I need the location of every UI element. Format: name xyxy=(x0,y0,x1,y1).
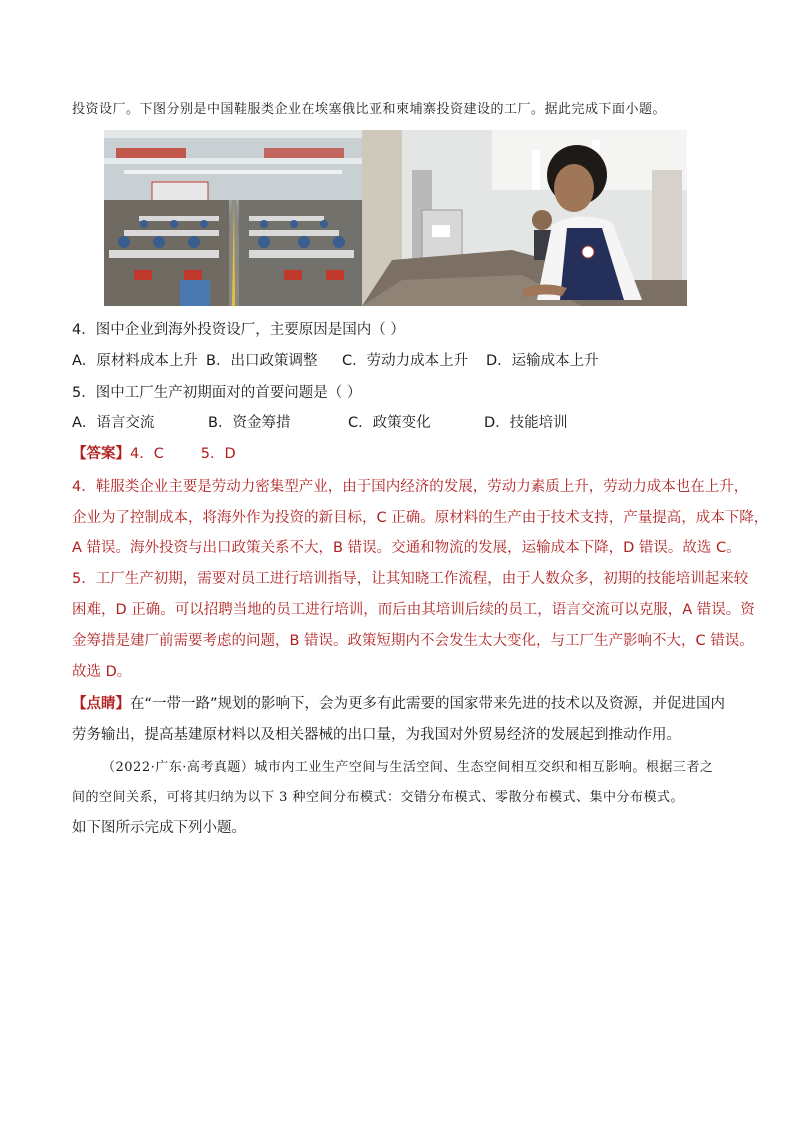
factory-floor-photo xyxy=(104,130,362,306)
factory-floor-illustration xyxy=(104,130,362,306)
next-question-line-2: 间的空间关系，可将其归纳为以下 3 种空间分布模式：交错分布模式、零散分布模式、集中分布模式。 xyxy=(72,790,685,805)
tips-text-1: 在“一带一路”规划的影响下，会为更多有此需要的国家带来先进的技术以及资源，并促进国内 xyxy=(130,696,726,712)
q4-option-d[interactable]: D．运输成本上升 xyxy=(486,353,599,369)
analysis-5-line-4: 故选 D。 xyxy=(72,664,132,680)
answer-value: 4．C 5．D xyxy=(130,446,236,462)
q4-option-c[interactable]: C．劳动力成本上升 xyxy=(342,353,469,369)
intro-text: 投资设厂。下图分别是中国鞋服类企业在埃塞俄比亚和柬埔寨投资建设的工厂。据此完成下面小题。 xyxy=(72,102,667,117)
next-question-line-1: （2022·广东·高考真题）城市内工业生产空间与生活空间、生态空间相互交织和相互影响。根据三者之 xyxy=(102,760,714,775)
question-5-stem: 5．图中工厂生产初期面对的首要问题是（ ） xyxy=(72,385,362,401)
analysis-5-line-1: 5．工厂生产初期，需要对员工进行培训指导，让其知晓工作流程，由于人数众多，初期的技能培训起来较 xyxy=(72,571,749,587)
q5-option-b[interactable]: B．资金筹措 xyxy=(208,415,291,431)
question-5-options xyxy=(72,413,568,433)
q5-option-a[interactable]: A．语言交流 xyxy=(72,415,155,431)
photo-row xyxy=(104,130,687,306)
sewing-worker-photo xyxy=(362,130,687,306)
tips-label: 【点睛】 xyxy=(72,696,130,712)
analysis-5-line-2: 困难，D 正确。可以招聘当地的员工进行培训，而后由其培训后续的员工，语言交流可以克服，A 错误。资 xyxy=(72,602,755,618)
sewing-worker-illustration xyxy=(362,130,687,306)
analysis-4-line-3: A 错误。海外投资与出口政策关系不大，B 错误。交通和物流的发展，运输成本下降，D 错误。故选 C。 xyxy=(72,540,741,556)
analysis-4-line-2: 企业为了控制成本，将海外作为投资的新目标，C 正确。原材料的生产由于技术支持，产量提高，成本下降， xyxy=(72,510,769,526)
q4-option-b[interactable]: B．出口政策调整 xyxy=(206,353,318,369)
answer-line xyxy=(72,444,236,464)
question-4-options xyxy=(72,351,599,371)
q5-option-d[interactable]: D．技能培训 xyxy=(484,415,568,431)
analysis-5-line-3: 金筹措是建厂前需要考虑的问题，B 错误。政策短期内不会发生太大变化，与工厂生产影响不大，C 错误。 xyxy=(72,633,754,649)
tips-line-1 xyxy=(72,694,725,714)
q4-option-a[interactable]: A．原材料成本上升 xyxy=(72,353,198,369)
tips-line-2: 劳务输出，提高基建原材料以及相关器械的出口量，为我国对外贸易经济的发展起到推动作用。 xyxy=(72,727,681,743)
analysis-4-line-1: 4．鞋服类企业主要是劳动力密集型产业，由于国内经济的发展，劳动力素质上升，劳动力成本也在上升， xyxy=(72,479,749,495)
question-4-stem: 4．图中企业到海外投资设厂，主要原因是国内（ ） xyxy=(72,322,405,338)
next-prompt: 如下图所示完成下列小题。 xyxy=(72,820,246,836)
q5-option-c[interactable]: C．政策变化 xyxy=(348,415,431,431)
answer-label: 【答案】 xyxy=(72,446,130,462)
